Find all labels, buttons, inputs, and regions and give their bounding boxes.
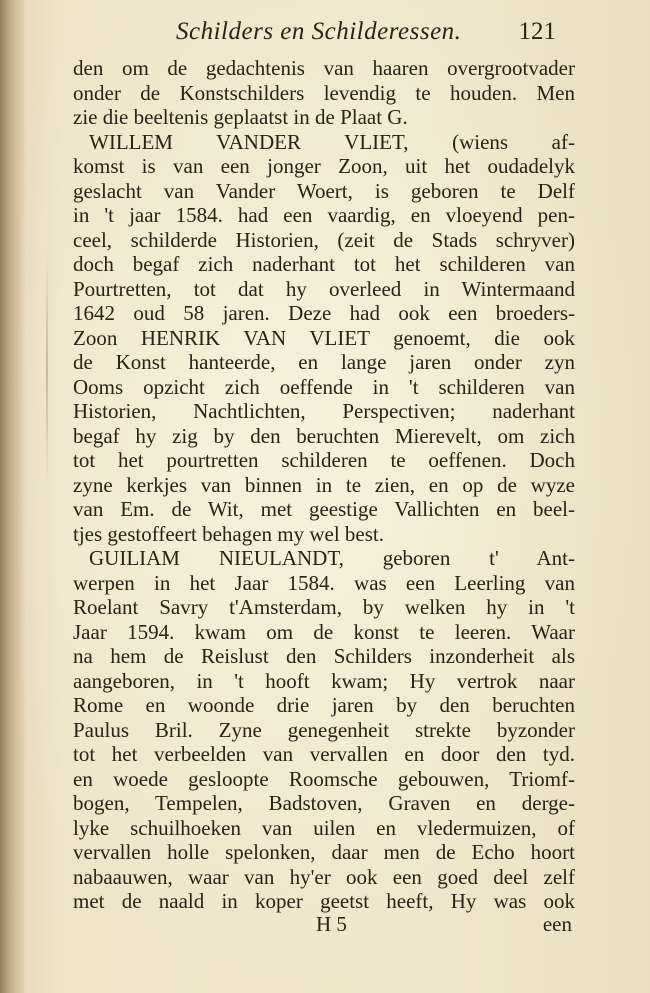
text-line: en woede gesloopte Roomsche gebouwen, Triomf-	[73, 766, 575, 791]
text-line: aangeboren, in 't hooft kwam; Hy vertrok naar	[73, 668, 575, 693]
signature-mark: H 5	[316, 912, 347, 936]
text-line: komst is van een jonger Zoon, uit het oudadelyk	[73, 154, 575, 178]
text-line: begaf hy zig by den beruchten Mierevelt, om zich	[73, 423, 575, 448]
text-line: Historien, Nachtlichten, Perspectiven; naderhant	[73, 399, 575, 423]
text-line: WILLEM VANDER VLIET, (wiens af-	[89, 129, 575, 154]
text-line: Jaar 1594. kwam om de konst te leeren. Waar	[73, 619, 575, 644]
text-line: de Konst hanteerde, en lange jaren onder zyn	[73, 350, 575, 374]
text-line: vervallen holle spelonken, daar men de Echo hoort	[73, 840, 575, 864]
text-line: Pourtretten, tot dat hy overleed in Wintermaand	[73, 276, 575, 301]
text-line: Roelant Savry t'Amsterdam, by welken hy in 't	[73, 595, 575, 619]
text-line: werpen in het Jaar 1584. was een Leerling van	[73, 570, 575, 595]
text-line: tjes gestoffeert behagen my wel best.	[73, 521, 385, 546]
text-line: den om de gedachtenis van haaren overgrootvader	[73, 56, 575, 80]
text-line: Zoon HENRIK VAN VLIET genoemt, die ook	[73, 325, 575, 350]
page-number: 121	[518, 18, 556, 45]
text-line: met de naald in koper geetst heeft, Hy was ook	[73, 889, 575, 913]
body-text	[73, 56, 575, 914]
text-line: Rome en woonde drie jaren by den beruchten	[73, 693, 575, 717]
text-line: GUILIAM NIEULANDT, geboren t' Ant-	[89, 546, 575, 570]
text-line: Ooms opzicht zich oeffende in 't schilderen van	[73, 374, 575, 399]
text-line: tot het pourtretten schilderen te oeffenen. Doch	[73, 448, 575, 472]
text-line: lyke schuilhoeken van uilen en vledermuizen, of	[73, 815, 575, 840]
text-line: ceel, schilderde Historien, (zeit de Stads schryver)	[73, 227, 575, 252]
running-head: Schilders en Schilderessen.	[176, 18, 462, 45]
book-spine-shadow	[0, 0, 26, 993]
text-line: na hem de Reislust den Schilders inzonderheit als	[73, 644, 575, 668]
text-line: van Em. de Wit, met geestige Vallichten en beel-	[73, 497, 575, 521]
catchword: een	[542, 912, 572, 936]
text-line: nabaauwen, waar van hy'er ook een goed deel zelf	[73, 864, 575, 889]
text-line: zyne kerkjes van binnen in te zien, en op de wyze	[73, 472, 575, 497]
page-footer	[300, 912, 572, 940]
page-header	[176, 18, 556, 50]
text-line: in 't jaar 1584. had een vaardig, en vloeyend pen-	[73, 203, 575, 227]
text-line: geslacht van Vander Woert, is geboren te Delf	[73, 178, 575, 203]
page-crease	[46, 250, 48, 490]
text-line: onder de Konstschilders levendig te houden. Men	[73, 80, 575, 105]
text-line: zie die beeltenis geplaatst in de Plaat G.	[73, 105, 408, 129]
text-line: tot het verbeelden van vervallen en door den tyd.	[73, 742, 575, 766]
text-line: bogen, Tempelen, Badstoven, Graven en derge-	[73, 791, 575, 815]
text-line: 1642 oud 58 jaren. Deze had ook een broeders-	[73, 301, 575, 325]
text-line: doch begaf zich naderhant tot het schilderen van	[73, 252, 575, 276]
text-line: Paulus Bril. Zyne genegenheit strekte byzonder	[73, 717, 575, 742]
